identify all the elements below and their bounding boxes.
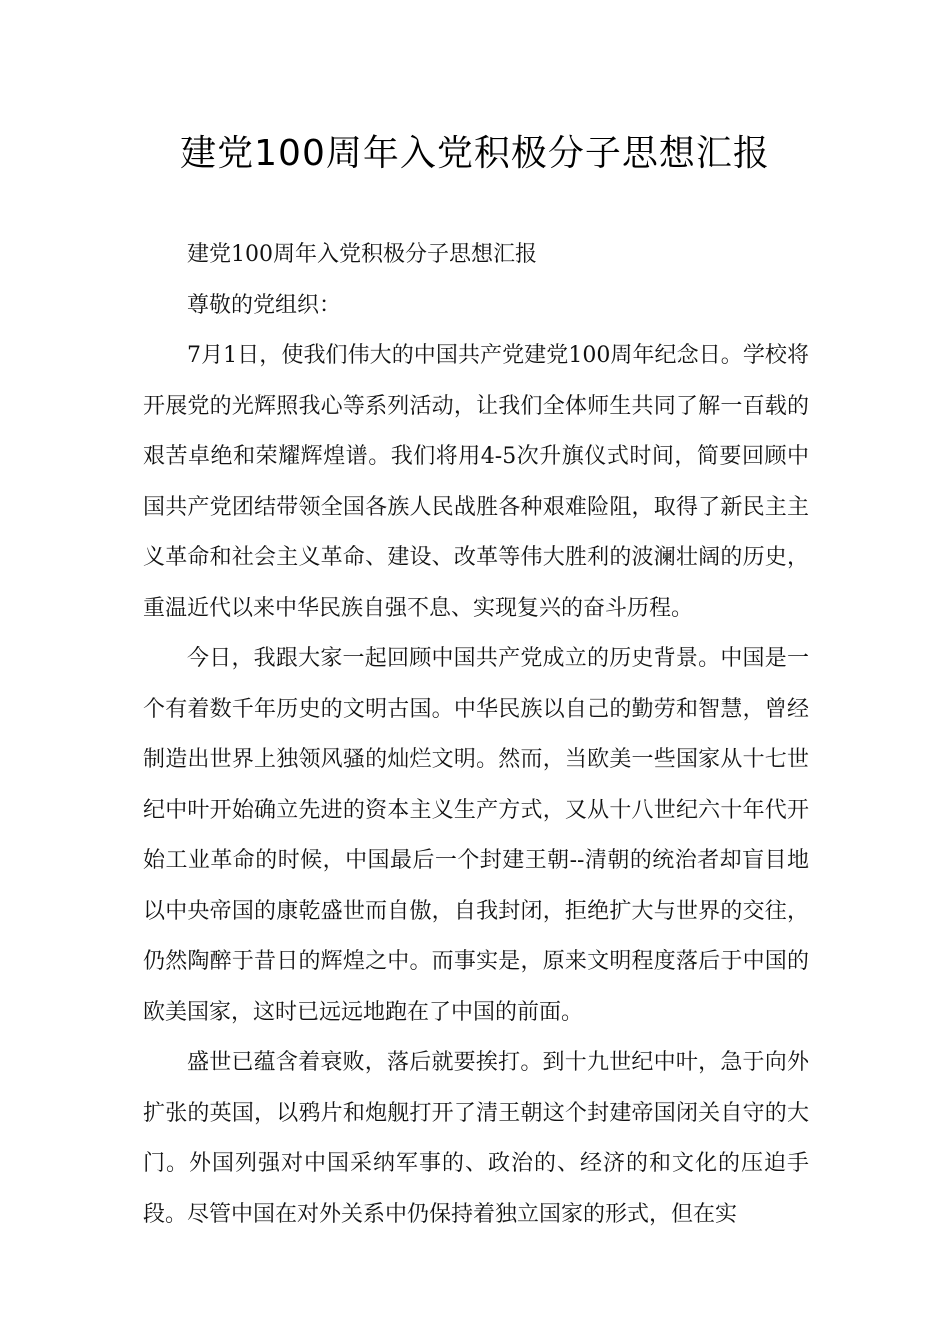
paragraph-2: 今日，我跟大家一起回顾中国共产党成立的历史背景。中国是一个有着数千年历史的文明古国。中华民族以自己的勤劳和智慧，曾经制造出世界上独领风骚的灿烂文明。然而，当欧美一些国家从十七世纪中叶开始确立先进的资本主义生产方式，又从十八世纪六十年代开始工业革命的时候，中国最后一个封建王朝--清朝的统治者却盲目地以中央帝国的康乾盛世而自傲，自我封闭，拒绝扩大与世界的交往，仍然陶醉于昔日的辉煌之中。而事实是，原来文明程度落后于中国的欧美国家，这时已远远地跑在了中国的前面。 <box>143 646 809 1025</box>
paragraph-subtitle: 建党100周年入党积极分子思想汇报 <box>187 242 537 267</box>
paragraph-1: 7月1日，使我们伟大的中国共产党建党100周年纪念日。学校将开展党的光辉照我心等系列活动，让我们全体师生共同了解一百载的艰苦卓绝和荣耀辉煌谱。我们将用4-5次升旗仪式时间，简要回顾中国共产党团结带领全国各族人民战胜各种艰难险阻，取得了新民主主义革命和社会主义革命、建设、改革等伟大胜利的波澜壮阔的历史，重温近代以来中华民族自强不息、实现复兴的奋斗历程。 <box>143 343 809 621</box>
document-title: 建党100周年入党积极分子思想汇报 <box>180 133 770 174</box>
document-body <box>143 230 809 1240</box>
paragraph-3: 盛世已蕴含着衰败，落后就要挨打。到十九世纪中叶，急于向外扩张的英国，以鸦片和炮舰打开了清王朝这个封建帝国闭关自守的大门。外国列强对中国采纳军事的、政治的、经济的和文化的压迫手段。尽管中国在对外关系中仍保持着独立国家的形式，但在实 <box>143 1050 809 1227</box>
paragraph-salutation: 尊敬的党组织： <box>187 292 342 318</box>
